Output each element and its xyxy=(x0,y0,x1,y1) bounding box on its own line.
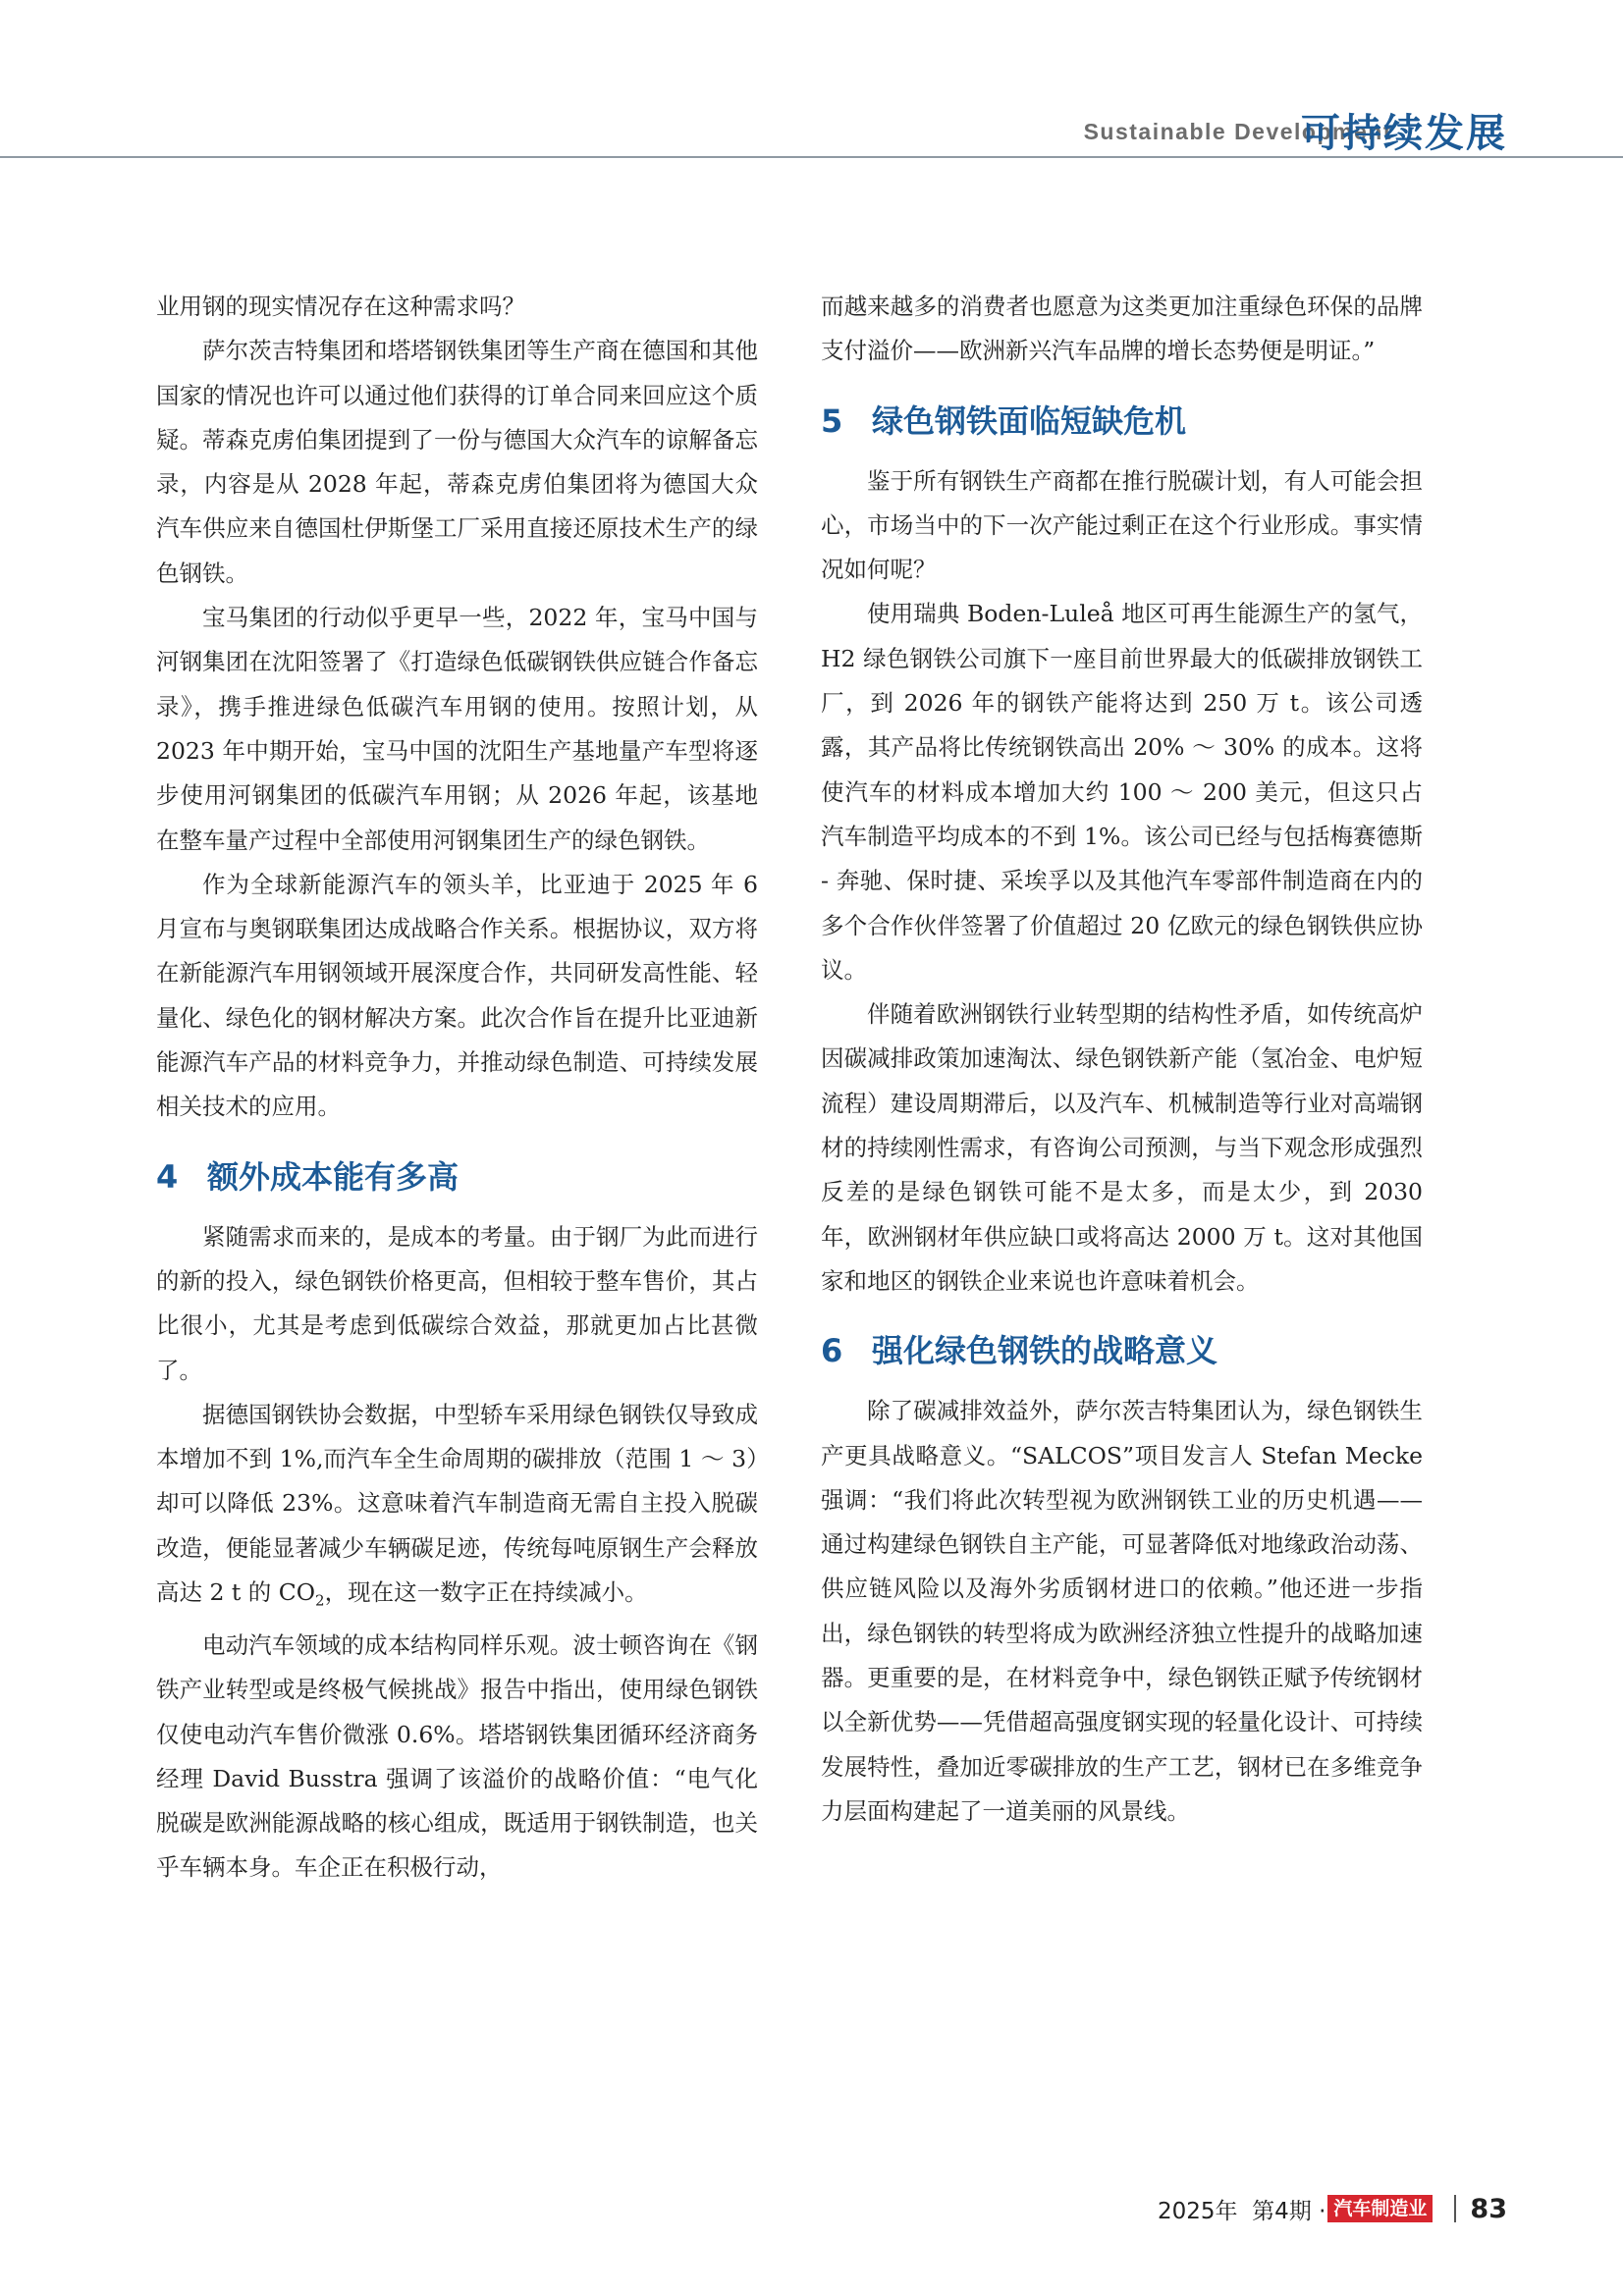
right-column xyxy=(821,285,1423,1834)
section-title: 强化绿色钢铁的战略意义 xyxy=(872,1332,1218,1370)
section-number: 4 xyxy=(156,1157,179,1196)
issue-label: 2025年 第4期 · xyxy=(1157,2198,1326,2224)
paragraph: 鉴于所有钢铁生产商都在推行脱碳计划，有人可能会担心，市场当中的下一次产能过剩正在这个行业形成。事实情况如何呢？ xyxy=(821,466,1423,584)
paragraph: 紧随需求而来的，是成本的考量。由于钢厂为此而进行的新的投入，绿色钢铁价格更高，但相较于整车售价，其占比很小，尤其是考虑到低碳综合效益，那就更加占比甚微了。 xyxy=(156,1222,758,1384)
left-column xyxy=(156,285,758,1891)
section-number: 5 xyxy=(821,401,843,440)
paragraph: 除了碳减排效益外，萨尔茨吉特集团认为，绿色钢铁生产更具战略意义。“SALCOS”项目发言人 Stefan Mecke 强调：“我们将此次转型视为欧洲钢铁工业的历史机遇——通过构建绿色钢铁自主产能，可显著降低对地缘政治动荡、供应链风险以及海外劣质钢材进口的依赖。”他还进一步指出，绿色钢铁的转型将成为欧洲经济独立性提升的战略加速器。更重要的是，在材料竞争中，绿色钢铁正赋予传统钢材以全新优势——凭借超高强度钢实现的轻量化设计、可持续发展特性，叠加近零碳排放的生产工艺，钢材已在多维竞争力层面构建起了一道美丽的风景线。 xyxy=(821,1397,1423,1825)
paragraph: 伴随着欧洲钢铁行业转型期的结构性矛盾，如传统高炉因碳减排政策加速淘汰、绿色钢铁新产能（氢冶金、电炉短流程）建设周期滞后，以及汽车、机械制造等行业对高端钢材的持续刚性需求，有咨询公司预测，与当下观念形成强烈反差的是绿色钢铁可能不是太多，而是太少，到 2030 年，欧洲钢材年供应缺口或将高达 2000 万 t。这对其他国家和地区的钢铁企业来说也许意味着机会。 xyxy=(821,1000,1423,1295)
section-title: 额外成本能有多高 xyxy=(207,1157,460,1196)
paragraph: 作为全球新能源汽车的领头羊，比亚迪于 2025 年 6 月宣布与奥钢联集团达成战略合作关系。根据协议，双方将在新能源汽车用钢领域开展深度合作，共同研发高性能、轻量化、绿色化的钢材解决方案。此次合作旨在提升比亚迪新能源汽车产品的材料竞争力，并推动绿色制造、可持续发展相关技术的应用。 xyxy=(156,870,758,1121)
section-title: 绿色钢铁面临短缺危机 xyxy=(872,401,1187,440)
header-section-cn: 可持续发展 xyxy=(1301,111,1507,156)
paragraph: 业用钢的现实情况存在这种需求吗？ xyxy=(156,293,525,320)
paragraph: 宝马集团的行动似乎更早一些，2022 年，宝马中国与河钢集团在沈阳签署了《打造绿色低碳钢铁供应链合作备忘录》，携手推进绿色低碳汽车用钢的使用。按照计划，从 2023 年中期开始，宝马中国的沈阳生产基地量产车型将逐步使用河钢集团的低碳汽车用钢；从 2026 年起，该基地在整车量产过程中全部使用河钢集团生产的绿色钢铁。 xyxy=(156,604,758,854)
paragraph: 而越来越多的消费者也愿意为这类更加注重绿色环保的品牌支付溢价——欧洲新兴汽车品牌的增长态势便是明证。” xyxy=(821,293,1423,365)
footer-divider xyxy=(1454,2195,1456,2222)
section-heading-5 xyxy=(821,400,1423,442)
section-heading-4 xyxy=(156,1156,758,1198)
paragraph: 电动汽车领域的成本结构同样乐观。波士顿咨询在《钢铁产业转型或是终极气候挑战》报告中指出，使用绿色钢铁仅使电动汽车售价微涨 0.6%。塔塔钢铁集团循环经济商务经理 David Busstra 强调了该溢价的战略价值：“电气化脱碳是欧洲能源战略的核心组成，既适用于钢铁制造，也关乎车辆本身。车企正在积极行动， xyxy=(156,1631,758,1882)
section-number: 6 xyxy=(821,1332,843,1370)
header-section-en: Sustainable Development xyxy=(1083,119,1392,144)
paragraph-text: 据德国钢铁协会数据，中型轿车采用绿色钢铁仅导致成本增加不到 1%,而汽车全生命周期的碳排放（范围 1 ～ 3）却可以降低 23%。这意味着汽车制造商无需自主投入脱碳改造，便能显著减少车辆碳足迹，传统每吨原钢生产会释放高达 2 t 的 CO xyxy=(156,1400,758,1607)
paragraph: 萨尔茨吉特集团和塔塔钢铁集团等生产商在德国和其他国家的情况也许可以通过他们获得的订单合同来回应这个质疑。蒂森克虏伯集团提到了一份与德国大众汽车的谅解备忘录，内容是从 2028 年起，蒂森克虏伯集团将为德国大众汽车供应来自德国杜伊斯堡工厂采用直接还原技术生产的绿色钢铁。 xyxy=(156,337,758,587)
section-heading-6 xyxy=(821,1330,1423,1371)
page-number: 83 xyxy=(1470,2193,1507,2224)
paragraph xyxy=(156,1393,758,1624)
page-footer xyxy=(1158,2189,1507,2228)
magazine-logo: 汽车制造业 xyxy=(1327,2195,1433,2222)
paragraph: 使用瑞典 Boden-Luleå 地区可再生能源生产的氢气，H2 绿色钢铁公司旗下一座目前世界最大的低碳排放钢铁工厂，到 2026 年的钢铁产能将达到 250 万 t。该公司透露，其产品将比传统钢铁高出 20% ～ 30% 的成本。这将使汽车的材料成本增加大约 100 ～ 200 美元，但这只占汽车制造平均成本的不到 1%。该公司已经与包括梅赛德斯 - 奔驰、保时捷、采埃孚以及其他汽车零部件制造商在内的多个合作伙伴签署了价值超过 20 亿欧元的绿色钢铁供应协议。 xyxy=(821,600,1423,984)
paragraph-text: ，现在这一数字正在持续减小。 xyxy=(324,1578,648,1607)
co2-subscript: 2 xyxy=(315,1591,325,1610)
